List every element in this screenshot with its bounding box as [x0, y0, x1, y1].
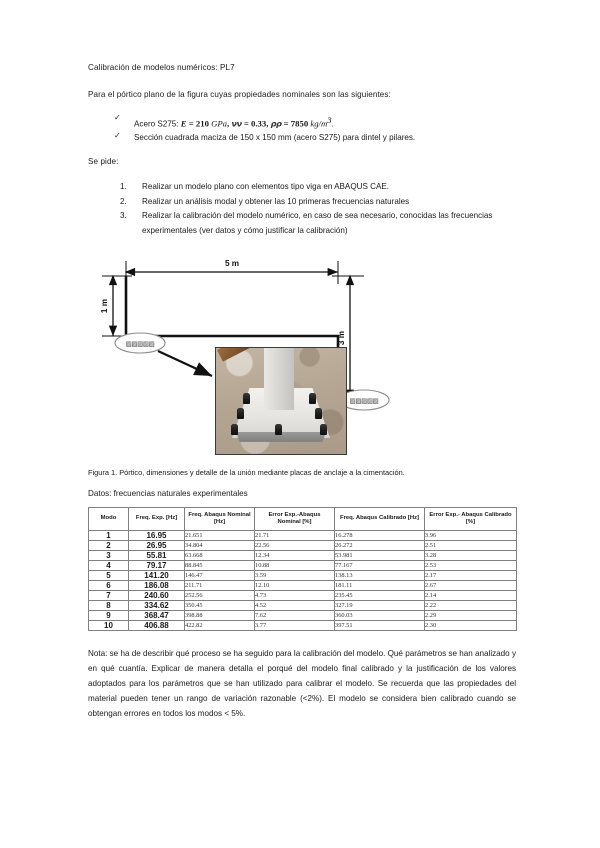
- task-index: 3.: [120, 211, 127, 221]
- properties-list: [88, 113, 516, 144]
- equation-part-1: = 210: [186, 118, 212, 129]
- cell-error-calibrado: 2.67: [425, 581, 517, 591]
- cell-error-nominal: 4.52: [255, 601, 335, 611]
- intro-paragraph: Para el pórtico plano de la figura cuyas propiedades nominales son las siguientes:: [88, 89, 391, 99]
- nota-paragraph: Nota: se ha de describir qué proceso se ha seguido para la calibración del modelo. Qué parámetros se han analizado y en qué cuantía. Explicar de manera detalla el porqué del modelo final calibrado y la justificación de los valores adoptados para los parámetros que se han utilizado para calibrar el modelo. Se recuerda que las propiedades del material pueden tener un rango de variación razonable (<2%). El modelo se considera bien calibrado cuando se obtengan errores en todos los modos < 5%.: [88, 649, 516, 718]
- comma-separator: ,: [227, 118, 232, 129]
- checkmark-icon: ✓: [114, 112, 121, 122]
- cell-freq-exp: 240.60: [129, 591, 185, 601]
- figure-portal-frame: [88, 248, 516, 460]
- table-row: [89, 541, 517, 551]
- section-property-text: Sección cuadrada maciza de 150 x 150 mm (acero S275) para dintel y pilares.: [134, 132, 416, 142]
- cell-freq-exp: 79.17: [129, 561, 185, 571]
- list-item: [120, 180, 516, 194]
- cell-error-calibrado: 2.29: [425, 611, 517, 621]
- cell-freq-nominal: 350.45: [185, 601, 255, 611]
- page-title: Calibración de modelos numéricos: PL7: [88, 63, 235, 72]
- cell-freq-exp: 26.95: [129, 541, 185, 551]
- cell-freq-nominal: 146.47: [185, 571, 255, 581]
- table-row: [89, 531, 517, 541]
- photo-bolt: [320, 424, 327, 435]
- photo-bolt: [275, 424, 282, 435]
- se-pide-label: Se pide:: [88, 157, 119, 167]
- table-row: [89, 621, 517, 631]
- cell-modo: 2: [89, 541, 129, 551]
- cell-error-nominal: 10.88: [255, 561, 335, 571]
- photo-bolt: [315, 408, 322, 419]
- cell-modo: 9: [89, 611, 129, 621]
- column-header-freq-abaqus-nominal: Freq. Abaqus Nominal [Hz]: [185, 508, 255, 531]
- cell-freq-nominal: 63.668: [185, 551, 255, 561]
- cell-error-calibrado: 2.22: [425, 601, 517, 611]
- unit-gpa: GPa: [211, 118, 228, 129]
- cell-freq-nominal: 88.845: [185, 561, 255, 571]
- unit-density: kg/m: [310, 118, 328, 129]
- cell-freq-calibrado: 138.13: [335, 571, 425, 581]
- symbol-density: ρρ: [270, 118, 282, 129]
- table-row: [89, 581, 517, 591]
- cell-error-calibrado: 3.28: [425, 551, 517, 561]
- equation-part-2: = 0.33,: [241, 118, 271, 129]
- photo-bolt: [309, 393, 316, 404]
- cell-freq-exp: 141.20: [129, 571, 185, 581]
- cell-error-calibrado: 2.53: [425, 561, 517, 571]
- cell-freq-exp: 406.88: [129, 621, 185, 631]
- cell-error-nominal: 12.34: [255, 551, 335, 561]
- cell-freq-calibrado: 327.19: [335, 601, 425, 611]
- equation-part-3: = 7850: [281, 118, 311, 129]
- left-height-label: 1 m: [100, 298, 109, 313]
- frequencies-table: [88, 507, 517, 631]
- cell-modo: 8: [89, 601, 129, 611]
- cell-modo: 7: [89, 591, 129, 601]
- unit-density-exponent: 3: [327, 114, 332, 125]
- task-index: 2.: [120, 196, 127, 206]
- cell-modo: 1: [89, 531, 129, 541]
- table-row: [89, 551, 517, 561]
- table-row: [89, 611, 517, 621]
- bullet-prefix: Acero S275:: [134, 119, 181, 129]
- list-item: [116, 113, 516, 131]
- photo-bolt: [237, 408, 244, 419]
- symbol-poisson-ratio: νν: [231, 118, 242, 129]
- callout-right-label: ▨▨▨▨▨: [349, 396, 379, 405]
- callout-left-label: ▨▨▨▨▨: [125, 339, 155, 348]
- photo-bolt: [243, 393, 250, 404]
- photo-steel-column: [264, 348, 294, 410]
- cell-freq-calibrado: 53.981: [335, 551, 425, 561]
- cell-modo: 3: [89, 551, 129, 561]
- cell-freq-calibrado: 235.45: [335, 591, 425, 601]
- cell-error-calibrado: 2.14: [425, 591, 517, 601]
- table-body: [89, 531, 517, 631]
- cell-modo: 4: [89, 561, 129, 571]
- list-item: [116, 131, 516, 144]
- task-text: Realizar la calibración del modelo numérico, en caso de sea necesario, conocidas las frecuencias experimentales (ver datos y cómo justificar la calibración): [142, 211, 493, 235]
- cell-freq-nominal: 211.71: [185, 581, 255, 591]
- cell-freq-calibrado: 77.167: [335, 561, 425, 571]
- cell-error-calibrado: 2.17: [425, 571, 517, 581]
- cell-freq-exp: 334.62: [129, 601, 185, 611]
- task-text: Realizar un modelo plano con elementos tipo viga en ABAQUS CAE.: [142, 182, 389, 192]
- cell-error-calibrado: 3.96: [425, 531, 517, 541]
- cell-freq-nominal: 252.56: [185, 591, 255, 601]
- table-row: [89, 561, 517, 571]
- cell-freq-nominal: 398.88: [185, 611, 255, 621]
- column-header-freq-exp: Freq. Exp. [Hz]: [129, 508, 185, 531]
- datos-label: Datos: frecuencias naturales experimentales: [88, 489, 248, 499]
- cell-freq-calibrado: 26.272: [335, 541, 425, 551]
- document-content: [88, 62, 516, 722]
- table-row: [89, 601, 517, 611]
- task-index: 1.: [120, 182, 127, 192]
- task-text: Realizar un análisis modal y obtener las 10 primeras frecuencias naturales: [142, 196, 410, 206]
- right-height-label: 3 m: [337, 330, 346, 345]
- cell-error-nominal: 12.10: [255, 581, 335, 591]
- cell-freq-nominal: 422.82: [185, 621, 255, 631]
- cell-freq-calibrado: 397.51: [335, 621, 425, 631]
- tasks-list: [88, 180, 516, 238]
- cell-freq-exp: 16.95: [129, 531, 185, 541]
- list-item: [120, 195, 516, 209]
- table-row: [89, 591, 517, 601]
- cell-freq-nominal: 21.651: [185, 531, 255, 541]
- table-row: [89, 571, 517, 581]
- cell-modo: 6: [89, 581, 129, 591]
- column-header-error-calibrado: Error Exp.- Abaqus Calibrado [%]: [425, 508, 517, 531]
- cell-freq-calibrado: 360.03: [335, 611, 425, 621]
- cell-error-nominal: 21.71: [255, 531, 335, 541]
- base-plate-photo: [215, 347, 347, 455]
- cell-freq-exp: 186.08: [129, 581, 185, 591]
- cell-freq-calibrado: 181.11: [335, 581, 425, 591]
- table-header-row: [89, 508, 517, 531]
- span-label: 5 m: [224, 258, 240, 268]
- column-header-freq-abaqus-calibrado: Freq. Abaqus Calibrado [Hz]: [335, 508, 425, 531]
- cell-error-nominal: 22.56: [255, 541, 335, 551]
- symbol-youngs-modulus: E: [180, 118, 187, 129]
- cell-error-nominal: 3.59: [255, 571, 335, 581]
- cell-error-nominal: 7.62: [255, 611, 335, 621]
- cell-error-nominal: 3.77: [255, 621, 335, 631]
- bullet-tail: .: [331, 119, 334, 129]
- figure-caption: Figura 1. Pórtico, dimensiones y detalle de la unión mediante placas de anclaje a la cimentación.: [88, 467, 405, 477]
- cell-error-nominal: 4.73: [255, 591, 335, 601]
- cell-error-calibrado: 2.30: [425, 621, 517, 631]
- cell-error-calibrado: 2.51: [425, 541, 517, 551]
- cell-freq-exp: 55.81: [129, 551, 185, 561]
- list-item: [120, 209, 516, 238]
- cell-modo: 5: [89, 571, 129, 581]
- checkmark-icon: ✓: [114, 130, 121, 140]
- cell-freq-nominal: 34.804: [185, 541, 255, 551]
- column-header-error-nominal: Error Exp.-Abaqus Nominal [%]: [255, 508, 335, 531]
- cell-freq-calibrado: 16.278: [335, 531, 425, 541]
- cell-modo: 10: [89, 621, 129, 631]
- column-header-modo: Modo: [89, 508, 129, 531]
- photo-bolt: [231, 424, 238, 435]
- cell-freq-exp: 368.47: [129, 611, 185, 621]
